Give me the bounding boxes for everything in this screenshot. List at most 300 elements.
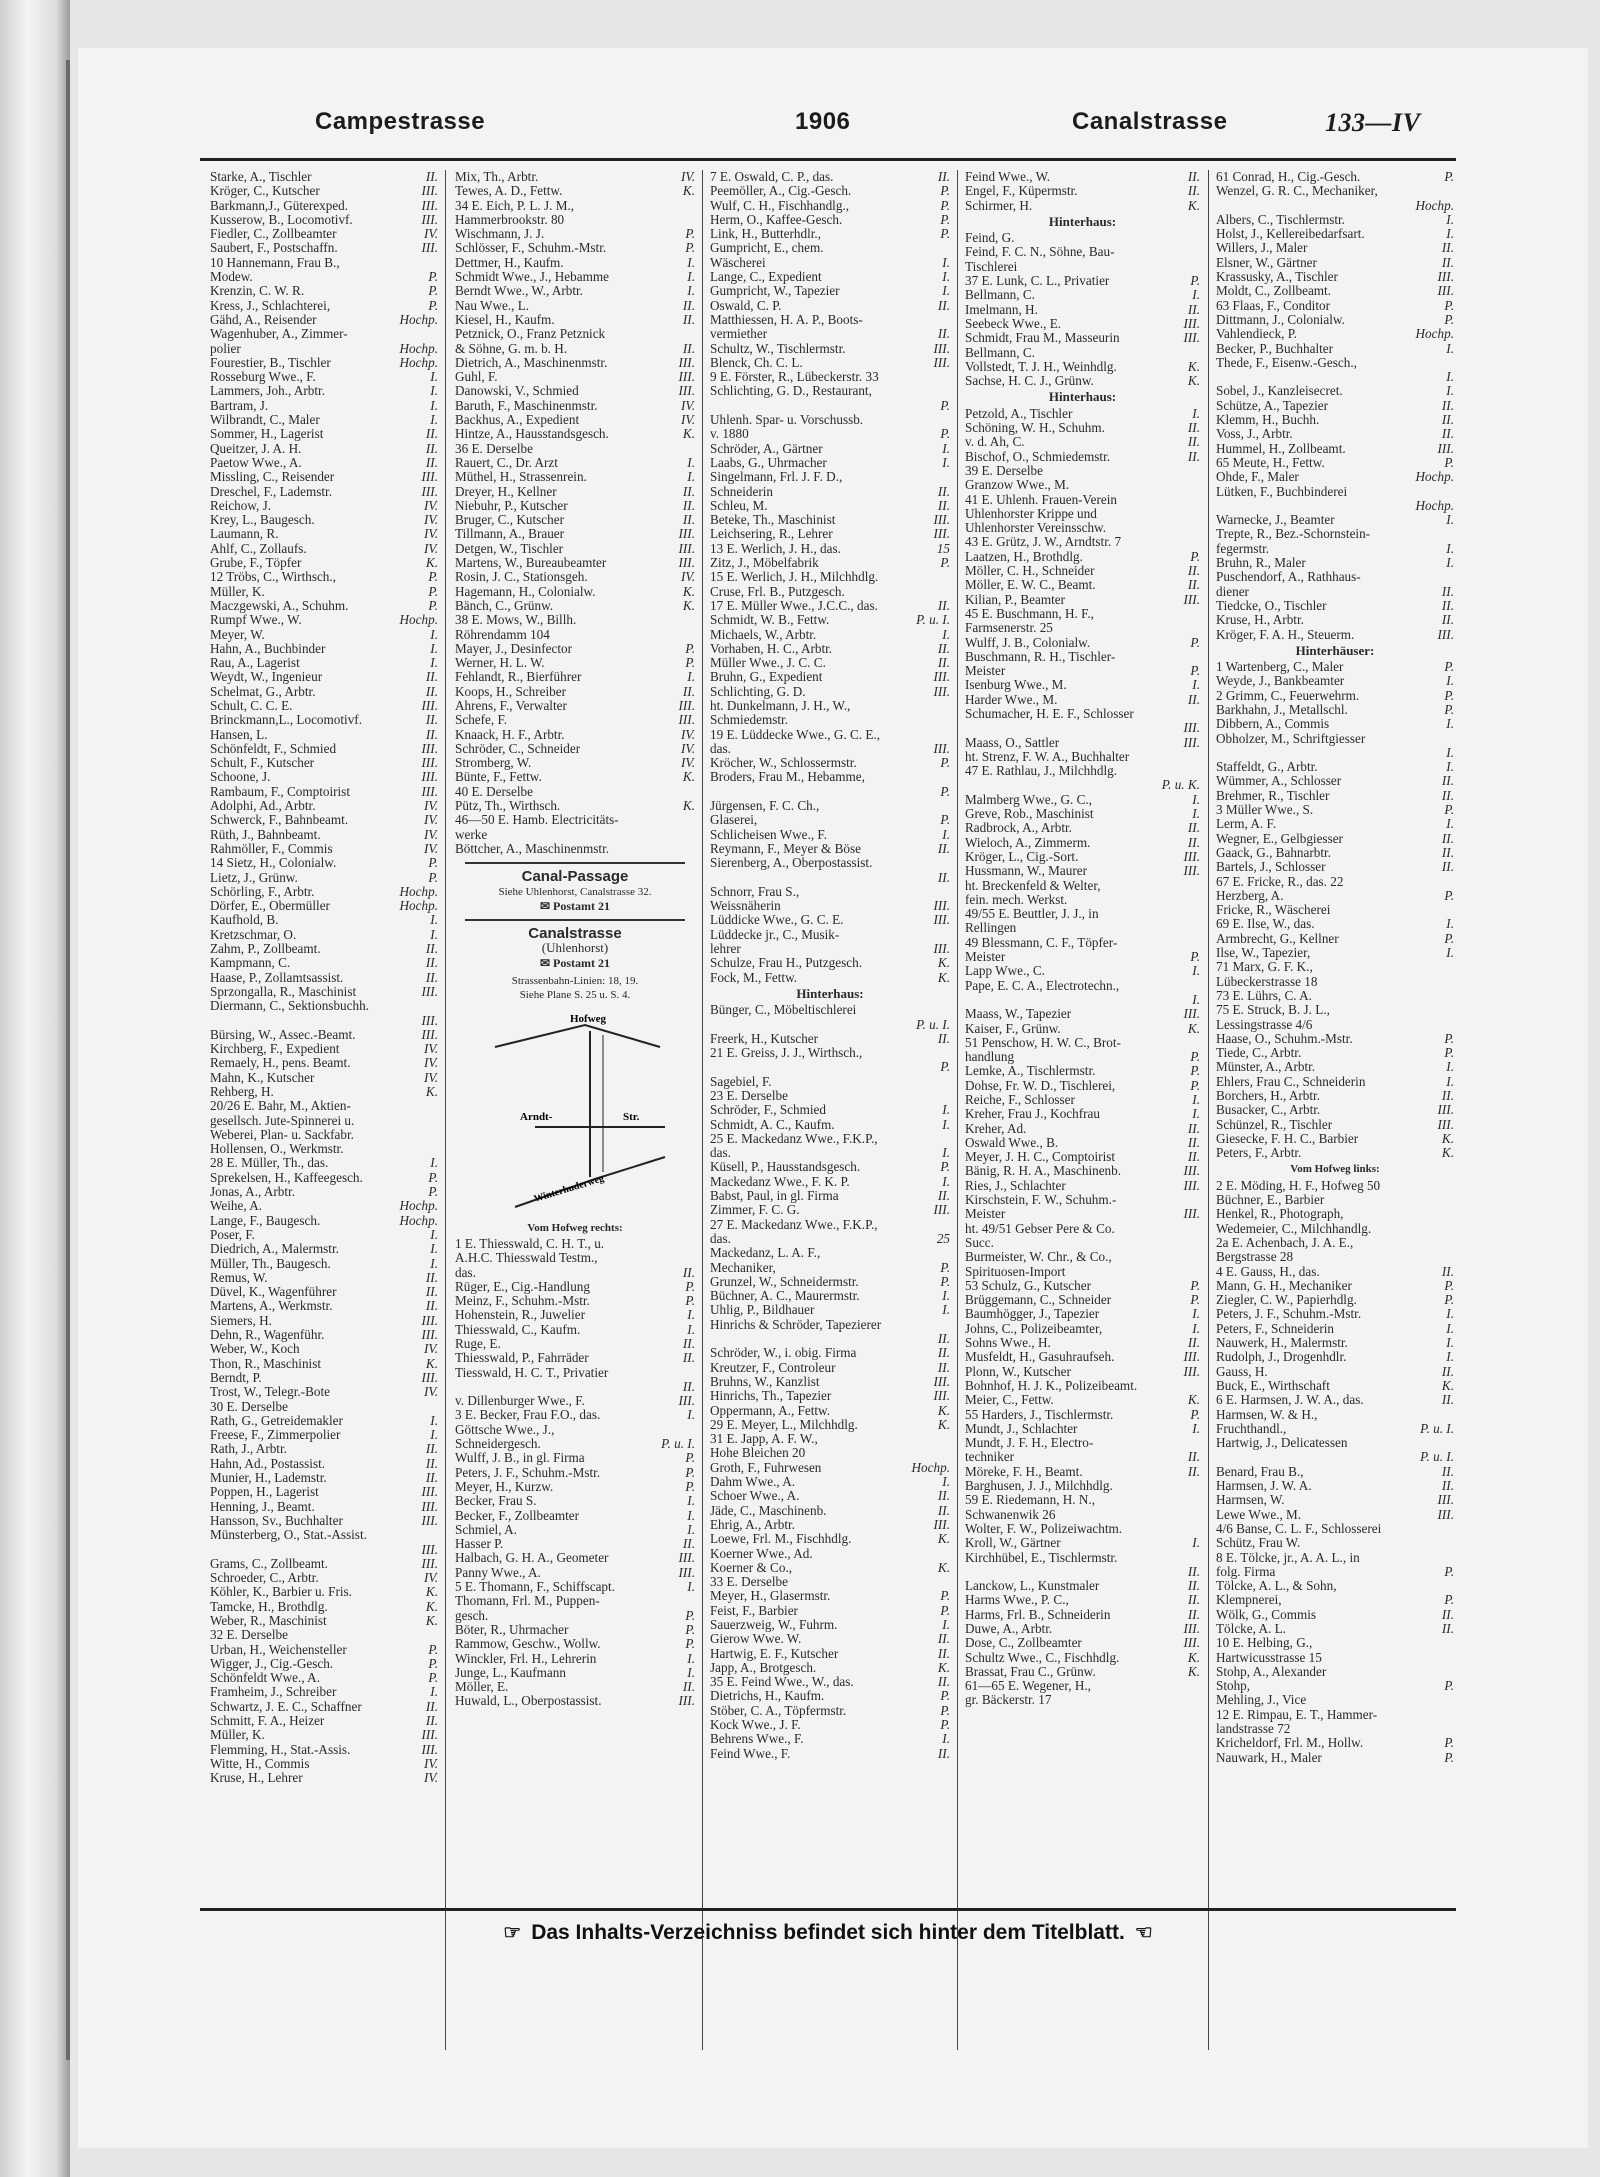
directory-entry	[710, 1189, 950, 1203]
tram-lines: Strassenbahn-Linien: 18, 19.	[511, 975, 639, 988]
entry-floor: I.	[687, 670, 695, 685]
directory-entry	[210, 1085, 438, 1099]
entry-floor	[1196, 921, 1200, 935]
directory-entry	[455, 799, 695, 813]
entry-name: Lerm, A. F.	[1216, 817, 1277, 832]
directory-entry	[455, 1652, 695, 1666]
entry-floor: I.	[1192, 792, 1200, 807]
entry-floor: K.	[1441, 1146, 1454, 1161]
directory-entry	[710, 1160, 950, 1174]
entry-floor: II.	[1441, 860, 1454, 875]
entry-floor: K.	[1441, 1378, 1454, 1393]
entry-floor: I.	[942, 1117, 950, 1132]
entry-name: v. 1880	[710, 427, 749, 442]
directory-entry	[1216, 485, 1454, 499]
entry-floor: I.	[1446, 370, 1454, 385]
directory-entry	[710, 770, 950, 784]
entry-floor: I.	[430, 927, 438, 942]
entry-floor: III.	[1183, 1621, 1200, 1636]
directory-entry	[455, 770, 695, 784]
entry-floor: K.	[937, 1417, 950, 1432]
entry-name: Schoer Wwe., A.	[710, 1489, 800, 1504]
directory-entry	[710, 1532, 950, 1546]
directory-entry	[1216, 427, 1454, 441]
entry-name: Stohp, A., Alexander	[1216, 1664, 1327, 1679]
entry-floor: P. u. I.	[916, 613, 950, 628]
directory-entry	[965, 593, 1200, 607]
directory-entry	[1216, 184, 1454, 198]
entry-name: Poser, F.	[210, 1227, 255, 1242]
directory-entry	[710, 442, 950, 456]
entry-name: Framheim, J., Schreiber	[210, 1685, 337, 1700]
entry-name: Kaufhold, B.	[210, 913, 279, 928]
entry-floor	[434, 1400, 438, 1414]
entry-floor	[1196, 1222, 1200, 1236]
directory-entry	[455, 599, 695, 613]
entry-floor: P.	[685, 1279, 695, 1294]
directory-entry	[210, 885, 438, 899]
directory-entry	[1216, 1250, 1454, 1264]
entry-floor: P.	[428, 856, 438, 871]
entry-floor	[1196, 231, 1200, 245]
directory-entry	[710, 1303, 950, 1317]
entry-name: 2 E. Möding, H. F., Hofweg 50	[1216, 1178, 1381, 1193]
directory-entry	[210, 313, 438, 327]
entry-floor: II.	[937, 1503, 950, 1518]
entry-name: Rammow, Geschw., Wollw.	[455, 1637, 601, 1652]
entry-name: Engel, F., Küpermstr.	[965, 184, 1078, 199]
entry-name: Mundt, J. F. H., Electro-	[965, 1436, 1094, 1451]
entry-floor: II.	[425, 1456, 438, 1471]
entry-floor: P.	[940, 1703, 950, 1718]
entry-name: gesch.	[455, 1608, 489, 1623]
entry-name: Mann, G. H., Mechaniker	[1216, 1278, 1352, 1293]
entry-floor: P.	[685, 227, 695, 242]
entry-floor: I.	[942, 1146, 950, 1161]
entry-floor: II.	[1441, 427, 1454, 442]
entry-name: Huwald, L., Oberpostassist.	[455, 1694, 602, 1709]
entry-floor	[1196, 607, 1200, 621]
entry-floor	[691, 828, 695, 842]
entry-floor	[1450, 1222, 1454, 1236]
directory-entry	[965, 1608, 1200, 1622]
entry-name: das.	[710, 1146, 731, 1161]
entry-floor: II.	[425, 1299, 438, 1314]
directory-entry	[210, 1128, 438, 1142]
directory-entry	[455, 1494, 695, 1508]
directory-entry	[1216, 1508, 1454, 1522]
column-1	[210, 170, 438, 1786]
entry-floor: I.	[430, 1256, 438, 1271]
entry-name: Lewe Wwe., M.	[1216, 1507, 1302, 1522]
directory-entry	[455, 1480, 695, 1494]
entry-floor: III.	[421, 1027, 438, 1042]
entry-floor: I.	[942, 255, 950, 270]
directory-entry	[1216, 1179, 1454, 1193]
directory-entry	[1216, 832, 1454, 846]
directory-entry	[710, 227, 950, 241]
directory-entry	[210, 856, 438, 870]
directory-entry	[1216, 356, 1454, 370]
entry-floor	[691, 213, 695, 227]
entry-name: Panny Wwe., A.	[455, 1565, 541, 1580]
directory-entry	[710, 499, 950, 513]
entry-floor	[946, 1432, 950, 1446]
entry-floor: III.	[421, 1313, 438, 1328]
directory-entry	[210, 1385, 438, 1399]
entry-floor	[1450, 1551, 1454, 1565]
entry-floor	[1450, 1722, 1454, 1736]
entry-floor	[1450, 960, 1454, 974]
directory-entry	[965, 850, 1200, 864]
entry-floor: I.	[1446, 541, 1454, 556]
directory-entry	[210, 899, 438, 913]
directory-entry	[455, 756, 695, 770]
entry-floor: II.	[1441, 788, 1454, 803]
entry-name: Fiedler, C., Zollbeamter	[210, 227, 337, 242]
directory-entry	[965, 421, 1200, 435]
directory-entry	[710, 971, 950, 985]
directory-entry	[1216, 1651, 1454, 1665]
directory-entry	[965, 893, 1200, 907]
entry-name: Schröder, W., i. obig. Firma	[710, 1346, 857, 1361]
entry-floor: I.	[430, 370, 438, 385]
directory-entry	[455, 570, 695, 584]
directory-entry	[210, 1614, 438, 1628]
entry-floor: P.	[940, 784, 950, 799]
directory-entry	[455, 1308, 695, 1322]
entry-floor	[946, 799, 950, 813]
entry-floor: II.	[1187, 1135, 1200, 1150]
directory-entry	[710, 1632, 950, 1646]
entry-floor: II.	[1187, 1564, 1200, 1579]
entry-floor: II.	[682, 298, 695, 313]
entry-name: Cruse, Frl. B., Putzgesch.	[710, 584, 845, 599]
entry-name: Bartels, J., Schlosser	[1216, 860, 1326, 875]
directory-entry	[1216, 456, 1454, 470]
entry-floor: IV.	[423, 827, 438, 842]
entry-floor: Hochp.	[911, 1460, 950, 1475]
entry-floor: III.	[1183, 864, 1200, 879]
entry-name: Schönfeldt Wwe., A.	[210, 1671, 321, 1686]
entry-floor: I.	[1192, 1093, 1200, 1107]
directory-entry	[710, 713, 950, 727]
entry-name: Succ.	[965, 1235, 994, 1250]
entry-name: Feist, F., Barbier	[710, 1603, 798, 1618]
entry-name: Schütz, Frau W.	[1216, 1536, 1301, 1551]
entry-name: Urban, H., Weichensteller	[210, 1642, 347, 1657]
entry-name: 63 Flaas, F., Conditor	[1216, 298, 1330, 313]
directory-entry	[710, 1389, 950, 1403]
entry-name: Gierow Wwe. W.	[710, 1632, 802, 1647]
directory-entry	[455, 170, 695, 184]
entry-name: Müller, K.	[210, 1728, 265, 1743]
entry-floor: P.	[685, 1294, 695, 1309]
entry-floor: P.	[1190, 950, 1200, 965]
directory-entry	[455, 828, 695, 842]
entry-name: Münsterberg, O., Stat.-Assist.	[210, 1528, 367, 1543]
entry-floor: P.	[1444, 1278, 1454, 1293]
directory-entry	[210, 1628, 438, 1642]
entry-floor: Hochp.	[399, 312, 438, 327]
directory-entry	[965, 1536, 1200, 1550]
entry-name: Schütze, A., Tapezier	[1216, 398, 1328, 413]
entry-floor: II.	[937, 1746, 950, 1761]
directory-entry	[965, 1379, 1200, 1393]
entry-floor: I.	[687, 1408, 695, 1423]
entry-name: Sohns Wwe., H.	[965, 1336, 1051, 1351]
directory-entry	[710, 656, 950, 670]
entry-floor: IV.	[680, 741, 695, 756]
entry-floor: IV.	[423, 1385, 438, 1400]
entry-floor: II.	[937, 598, 950, 613]
entry-name: v. d. Ah, C.	[965, 435, 1025, 450]
entry-floor	[691, 842, 695, 856]
entry-name: Hollensen, O., Werkmstr.	[210, 1142, 344, 1157]
column-divider	[1208, 170, 1209, 2050]
entry-name: Kusserow, B., Locomotivf.	[210, 212, 353, 227]
directory-entry	[710, 699, 950, 713]
entry-name: Wulff, J. B., Colonialw.	[965, 635, 1091, 650]
entry-name: Schlicheisen Wwe., F.	[710, 827, 827, 842]
entry-floor	[1450, 485, 1454, 499]
directory-entry	[1216, 1307, 1454, 1321]
directory-entry	[1216, 1322, 1454, 1336]
entry-floor: I.	[430, 1242, 438, 1257]
entry-floor: P.	[1190, 549, 1200, 564]
directory-entry	[1216, 1279, 1454, 1293]
entry-floor	[946, 1446, 950, 1460]
entry-name: Schirmer, H.	[965, 198, 1033, 213]
entry-floor	[1196, 764, 1200, 778]
directory-entry	[210, 213, 438, 227]
entry-name: Schneidergesch.	[455, 1437, 541, 1452]
directory-entry	[210, 241, 438, 255]
entry-name: 14 Sietz, H., Colonialw.	[210, 856, 337, 871]
directory-entry	[710, 670, 950, 684]
entry-floor: I.	[942, 284, 950, 299]
entry-name: Krassusky, A., Tischler	[1216, 270, 1338, 285]
header-left-street: Campestrasse	[315, 108, 486, 135]
entry-name: Weissnäherin	[710, 899, 781, 914]
entry-name: 33 E. Derselbe	[710, 1575, 788, 1590]
directory-entry	[710, 928, 950, 942]
entry-floor: 15	[936, 541, 950, 556]
entry-name: Kampmann, C.	[210, 956, 291, 971]
entry-floor: P.	[1444, 1593, 1454, 1608]
entry-floor	[946, 470, 950, 484]
entry-floor	[946, 856, 950, 870]
directory-entry	[1216, 499, 1454, 513]
entry-name: vermiether	[710, 327, 768, 342]
directory-entry	[710, 241, 950, 255]
directory-entry	[965, 1007, 1200, 1021]
entry-name: Schwartz, J. E. C., Schaffner	[210, 1699, 362, 1714]
entry-name: 1 E. Thiesswald, C. H. T., u.	[455, 1236, 605, 1251]
entry-floor: II.	[1441, 831, 1454, 846]
directory-entry	[710, 1475, 950, 1489]
entry-name: Behrens Wwe., F.	[710, 1732, 804, 1747]
directory-entry	[210, 299, 438, 313]
entry-floor: P.	[1444, 1293, 1454, 1308]
entry-name: Gaack, G., Bahnarbtr.	[1216, 845, 1331, 860]
directory-entry	[965, 836, 1200, 850]
entry-floor: II.	[1441, 1607, 1454, 1622]
header-rule	[200, 158, 1456, 161]
entry-floor: II.	[1187, 578, 1200, 593]
entry-floor: II.	[682, 1537, 695, 1552]
entry-floor: II.	[425, 1285, 438, 1300]
entry-floor	[691, 1366, 695, 1380]
entry-name: 28 E. Müller, Th., das.	[210, 1156, 329, 1171]
directory-entry	[965, 1693, 1200, 1707]
directory-entry	[210, 728, 438, 742]
directory-entry	[210, 670, 438, 684]
entry-name: Granzow Wwe., M.	[965, 478, 1070, 493]
entry-name: Bellmann, C.	[965, 345, 1035, 360]
directory-entry	[455, 1337, 695, 1351]
entry-name: Ahlf, C., Zollaufs.	[210, 541, 307, 556]
entry-floor	[1196, 1265, 1200, 1279]
directory-entry	[710, 1089, 950, 1103]
directory-entry	[1216, 1708, 1454, 1722]
directory-entry	[210, 656, 438, 670]
directory-entry	[965, 231, 1200, 245]
directory-entry	[710, 628, 950, 642]
entry-name: Lüddecke jr., C., Musik-	[710, 927, 840, 942]
directory-entry	[710, 284, 950, 298]
entry-name: Lietz, J., Grünw.	[210, 870, 298, 885]
directory-entry	[210, 1214, 438, 1228]
entry-floor: IV.	[423, 1056, 438, 1071]
entry-floor: P.	[1444, 455, 1454, 470]
entry-floor: I.	[942, 827, 950, 842]
directory-entry	[965, 764, 1200, 778]
entry-floor: II.	[425, 942, 438, 957]
entry-floor: Hochp.	[399, 355, 438, 370]
entry-name: Kaiser, F., Grünw.	[965, 1021, 1061, 1036]
entry-floor: III.	[1183, 735, 1200, 750]
entry-floor: I.	[430, 1428, 438, 1443]
directory-entry	[965, 1622, 1200, 1636]
directory-entry	[965, 1307, 1200, 1321]
entry-name: Hintze, A., Hausstandsgesch.	[455, 427, 609, 442]
directory-entry	[1216, 817, 1454, 831]
entry-name: Zitz, J., Möbelfabrik	[710, 556, 819, 571]
entry-name: 6 E. Harmsen, J. W. A., das.	[1216, 1393, 1364, 1408]
entry-name: Sagebiel, F.	[710, 1074, 772, 1089]
directory-entry	[710, 728, 950, 742]
directory-entry	[710, 885, 950, 899]
entry-floor: IV.	[423, 1571, 438, 1586]
entry-floor: I.	[1446, 946, 1454, 961]
column-5	[1216, 170, 1454, 1765]
directory-entry	[210, 1371, 438, 1385]
entry-name: Hansson, Sv., Buchhalter	[210, 1513, 343, 1528]
entry-floor: I.	[687, 1651, 695, 1666]
entry-floor: III.	[421, 1485, 438, 1500]
entry-name: Mix, Th., Arbtr.	[455, 170, 539, 184]
entry-name: lehrer	[710, 942, 741, 957]
directory-entry	[210, 342, 438, 356]
entry-floor: II.	[425, 1699, 438, 1714]
entry-name: Maczgewski, A., Schuhm.	[210, 598, 349, 613]
canal-passage-title: Canal-Passage	[521, 868, 629, 886]
directory-entry	[710, 1446, 950, 1460]
footer-rule	[200, 1908, 1456, 1911]
entry-floor	[1450, 975, 1454, 989]
entry-name: Sprzongalla, R., Maschinist	[210, 984, 357, 999]
entry-floor	[691, 1594, 695, 1608]
entry-floor: III.	[1183, 721, 1200, 736]
entry-name: Malmberg Wwe., G. C.,	[965, 792, 1092, 807]
directory-entry	[210, 470, 438, 484]
section-heading: Hinterhaus:	[1048, 389, 1117, 405]
entry-floor: II.	[682, 341, 695, 356]
entry-floor: III.	[421, 984, 438, 999]
entry-floor: I.	[1446, 1350, 1454, 1365]
directory-entry	[210, 585, 438, 599]
entry-name: Bänig, R. H. A., Maschinenb.	[965, 1164, 1122, 1179]
directory-entry	[965, 1136, 1200, 1150]
directory-entry	[1216, 241, 1454, 255]
entry-name: fegermstr.	[1216, 541, 1270, 556]
entry-name: Sauerzweig, W., Fuhrm.	[710, 1617, 838, 1632]
entry-name: Grunzel, W., Schneidermstr.	[710, 1274, 859, 1289]
directory-entry	[1216, 1422, 1454, 1436]
entry-name: Möller, E. W. C., Beamt.	[965, 578, 1096, 593]
entry-floor: I.	[1192, 678, 1200, 693]
directory-entry	[1216, 960, 1454, 974]
entry-floor: II.	[425, 727, 438, 742]
entry-name: Rambaum, F., Comptoirist	[210, 784, 350, 799]
entry-floor: III.	[421, 484, 438, 499]
entry-floor: I.	[687, 255, 695, 270]
entry-name: Kruse, H., Arbtr.	[1216, 613, 1304, 628]
entry-name: 27 E. Mackedanz Wwe., F.K.P.,	[710, 1217, 878, 1232]
entry-floor	[1450, 1179, 1454, 1193]
entry-floor: II.	[1187, 1121, 1200, 1136]
directory-entry	[965, 778, 1200, 792]
entry-floor	[946, 1218, 950, 1232]
entry-name: Laumann, R.	[210, 527, 279, 542]
directory-entry	[1216, 270, 1454, 284]
directory-entry	[455, 1280, 695, 1294]
entry-name: Berndt, P.	[210, 1370, 262, 1385]
entry-floor: II.	[1441, 1479, 1454, 1494]
directory-entry	[210, 1099, 438, 1113]
entry-floor	[1450, 1636, 1454, 1650]
directory-entry	[455, 1551, 695, 1565]
directory-entry	[965, 607, 1200, 621]
entry-floor	[434, 1528, 438, 1542]
directory-entry	[965, 521, 1200, 535]
directory-entry	[965, 807, 1200, 821]
entry-name: Wischmann, J. J.	[455, 227, 545, 242]
entry-name: Starke, A., Tischler	[210, 170, 312, 184]
directory-entry	[210, 456, 438, 470]
entry-name: 46—50 E. Hamb. Electricitäts-	[455, 813, 619, 828]
entry-floor: P.	[428, 584, 438, 599]
entry-name: Remaely, H., pens. Beamt.	[210, 1056, 351, 1071]
entry-floor: III.	[421, 1542, 438, 1557]
directory-entry	[455, 1666, 695, 1680]
entry-name: Warnecke, J., Beamter	[1216, 513, 1335, 528]
entry-floor: II.	[937, 1489, 950, 1504]
entry-name: 69 E. Ilse, W., das.	[1216, 917, 1315, 932]
entry-name: Backhus, A., Expedient	[455, 413, 580, 428]
directory-entry	[965, 578, 1200, 592]
